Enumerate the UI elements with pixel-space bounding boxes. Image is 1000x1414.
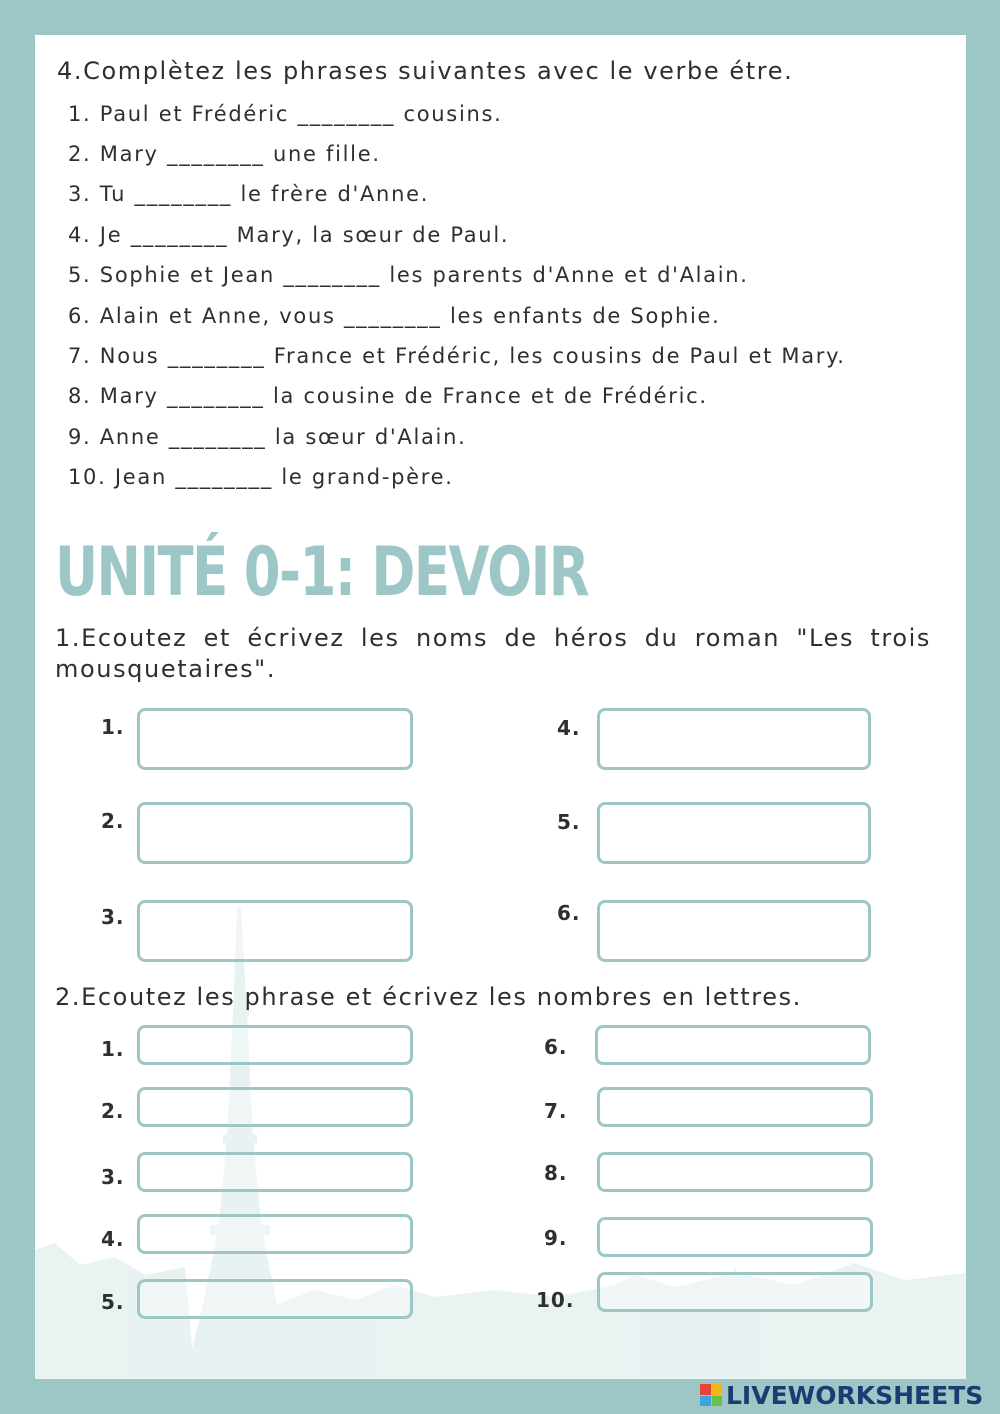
q2-label-5: 5. xyxy=(101,1290,125,1314)
q1-label-2: 2. xyxy=(101,809,125,833)
q2-answer-box-7[interactable] xyxy=(597,1087,873,1127)
liveworksheets-logo xyxy=(700,1380,983,1410)
q2-label-3: 3. xyxy=(101,1165,125,1189)
q1-label-3: 3. xyxy=(101,905,125,929)
sentence-10: 10. Jean ________ le grand-père. xyxy=(68,465,454,489)
q2-answer-box-9[interactable] xyxy=(597,1217,873,1257)
q1-answer-box-3[interactable] xyxy=(137,900,413,962)
q1-answer-box-5[interactable] xyxy=(597,802,871,864)
sentence-5: 5. Sophie et Jean ________ les parents d'Anne et d'Alain. xyxy=(68,263,749,287)
q2-answer-box-10[interactable] xyxy=(597,1272,873,1312)
unit-title: UNITÉ 0-1: DEVOIR xyxy=(55,533,589,612)
sentence-7: 7. Nous ________ France et Frédéric, les cousins de Paul et Mary. xyxy=(68,344,846,368)
q1-label-4: 4. xyxy=(557,716,581,740)
q2-label-9: 9. xyxy=(544,1226,568,1250)
q2-label-4: 4. xyxy=(101,1227,125,1251)
q1-label-6: 6. xyxy=(557,901,581,925)
q2-answer-box-3[interactable] xyxy=(137,1152,413,1192)
q2-label-1: 1. xyxy=(101,1037,125,1061)
sentence-1: 1. Paul et Frédéric ________ cousins. xyxy=(68,102,503,126)
q2-answer-box-1[interactable] xyxy=(137,1025,413,1065)
worksheet-page xyxy=(35,35,966,1379)
sentence-3: 3. Tu ________ le frère d'Anne. xyxy=(68,182,430,206)
q2-label-10: 10. xyxy=(536,1288,575,1312)
q1-label-1: 1. xyxy=(101,715,125,739)
q2-label-7: 7. xyxy=(544,1099,568,1123)
sentence-6: 6. Alain et Anne, vous ________ les enfants de Sophie. xyxy=(68,304,721,328)
liveworksheets-logo-text: LIVEWORKSHEETS xyxy=(726,1380,984,1410)
q2-answer-box-2[interactable] xyxy=(137,1087,413,1127)
sentence-2: 2. Mary ________ une fille. xyxy=(68,142,381,166)
sentence-4: 4. Je ________ Mary, la sœur de Paul. xyxy=(68,223,510,247)
liveworksheets-logo-icon xyxy=(700,1384,722,1406)
q2-answer-box-5[interactable] xyxy=(137,1279,413,1319)
q2-label-2: 2. xyxy=(101,1099,125,1123)
q1-answer-box-2[interactable] xyxy=(137,802,413,864)
q1-answer-box-1[interactable] xyxy=(137,708,413,770)
question-2-instruction: 2.Ecoutez les phrase et écrivez les nombres en lettres. xyxy=(55,983,802,1011)
q1-label-5: 5. xyxy=(557,810,581,834)
exercise-4-title: 4.Complètez les phrases suivantes avec le verbe étre. xyxy=(57,57,794,85)
sentence-8: 8. Mary ________ la cousine de France et de Frédéric. xyxy=(68,384,708,408)
q2-answer-box-8[interactable] xyxy=(597,1152,873,1192)
question-1-instruction: 1.Ecoutez et écrivez les noms de héros du roman "Les trois mousquetaires". xyxy=(55,624,931,683)
sentence-9: 9. Anne ________ la sœur d'Alain. xyxy=(68,425,467,449)
q1-answer-box-4[interactable] xyxy=(597,708,871,770)
q2-answer-box-4[interactable] xyxy=(137,1214,413,1254)
q1-answer-box-6[interactable] xyxy=(597,900,871,962)
q2-label-6: 6. xyxy=(544,1035,568,1059)
q2-label-8: 8. xyxy=(544,1161,568,1185)
q2-answer-box-6[interactable] xyxy=(595,1025,871,1065)
